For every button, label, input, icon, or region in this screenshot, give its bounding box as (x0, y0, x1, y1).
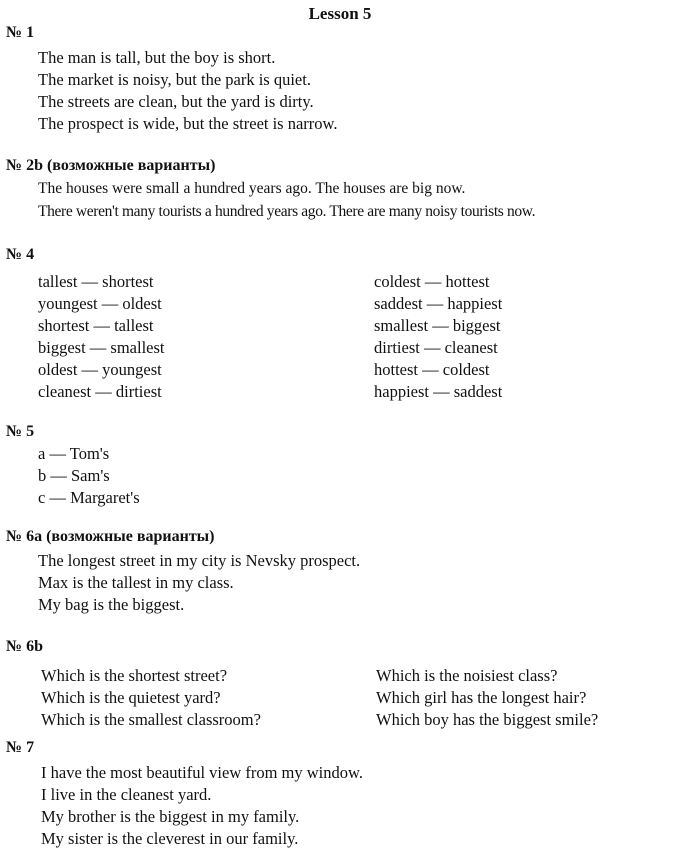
exercise-6b-left-item: Which is the quietest yard? (41, 688, 221, 707)
exercise-4-right-item: saddest — happiest (374, 294, 503, 313)
exercise-1-line: The man is tall, but the boy is short. (38, 48, 276, 67)
exercise-4-left-item: shortest — tallest (38, 316, 154, 335)
exercise-7-line: My sister is the cleverest in our family. (41, 829, 299, 848)
exercise-4-right-item: happiest — saddest (374, 382, 503, 401)
exercise-1-line: The market is noisy, but the park is quiet. (38, 70, 311, 89)
exercise-7-heading: № 7 (6, 739, 35, 756)
exercise-6a-line: My bag is the biggest. (38, 595, 185, 614)
exercise-5-line: a — Tom's (38, 444, 110, 463)
exercise-6b-right-item: Which girl has the longest hair? (376, 688, 587, 707)
exercise-6b-left-item: Which is the shortest street? (41, 666, 228, 685)
exercise-6a-heading: № 6a (возможные варианты) (6, 528, 215, 545)
exercise-7-line: My brother is the biggest in my family. (41, 807, 300, 826)
exercise-5-line: c — Margaret's (38, 488, 140, 507)
exercise-1-line: The prospect is wide, but the street is narrow. (38, 114, 338, 133)
exercise-4-right-item: hottest — coldest (374, 360, 490, 379)
exercise-4-left-item: cleanest — dirtiest (38, 382, 162, 401)
exercise-4-right-item: smallest — biggest (374, 316, 501, 335)
exercise-4-left-item: biggest — smallest (38, 338, 165, 357)
exercise-6b-right-item: Which is the noisiest class? (376, 666, 558, 685)
exercise-4-right-item: coldest — hottest (374, 272, 490, 291)
exercise-1-heading: № 1 (6, 24, 35, 41)
exercise-6b-left-item: Which is the smallest classroom? (41, 710, 261, 729)
exercise-5-line: b — Sam's (38, 466, 110, 485)
page-title: Lesson 5 (308, 4, 372, 23)
exercise-2b-heading: № 2b (возможные варианты) (6, 157, 216, 174)
exercise-5-heading: № 5 (6, 423, 35, 440)
exercise-6b-right-item: Which boy has the biggest smile? (376, 710, 599, 729)
exercise-6a-line: The longest street in my city is Nevsky prospect. (38, 551, 361, 570)
exercise-4-left-item: tallest — shortest (38, 272, 154, 291)
exercise-1-line: The streets are clean, but the yard is dirty. (38, 92, 314, 111)
exercise-7-line: I live in the cleanest yard. (41, 785, 212, 804)
exercise-6a-line: Max is the tallest in my class. (38, 573, 234, 592)
exercise-2b-line: The houses were small a hundred years ago. The houses are big now. (38, 180, 466, 197)
exercise-2b-line: There weren't many tourists a hundred years ago. There are many noisy tourists now. (38, 203, 536, 220)
exercise-4-left-item: youngest — oldest (38, 294, 162, 313)
exercise-4-heading: № 4 (6, 246, 35, 263)
exercise-4-left-item: oldest — youngest (38, 360, 162, 379)
exercise-4-right-item: dirtiest — cleanest (374, 338, 498, 357)
exercise-7-line: I have the most beautiful view from my window. (41, 763, 363, 782)
exercise-6b-heading: № 6b (6, 638, 43, 655)
